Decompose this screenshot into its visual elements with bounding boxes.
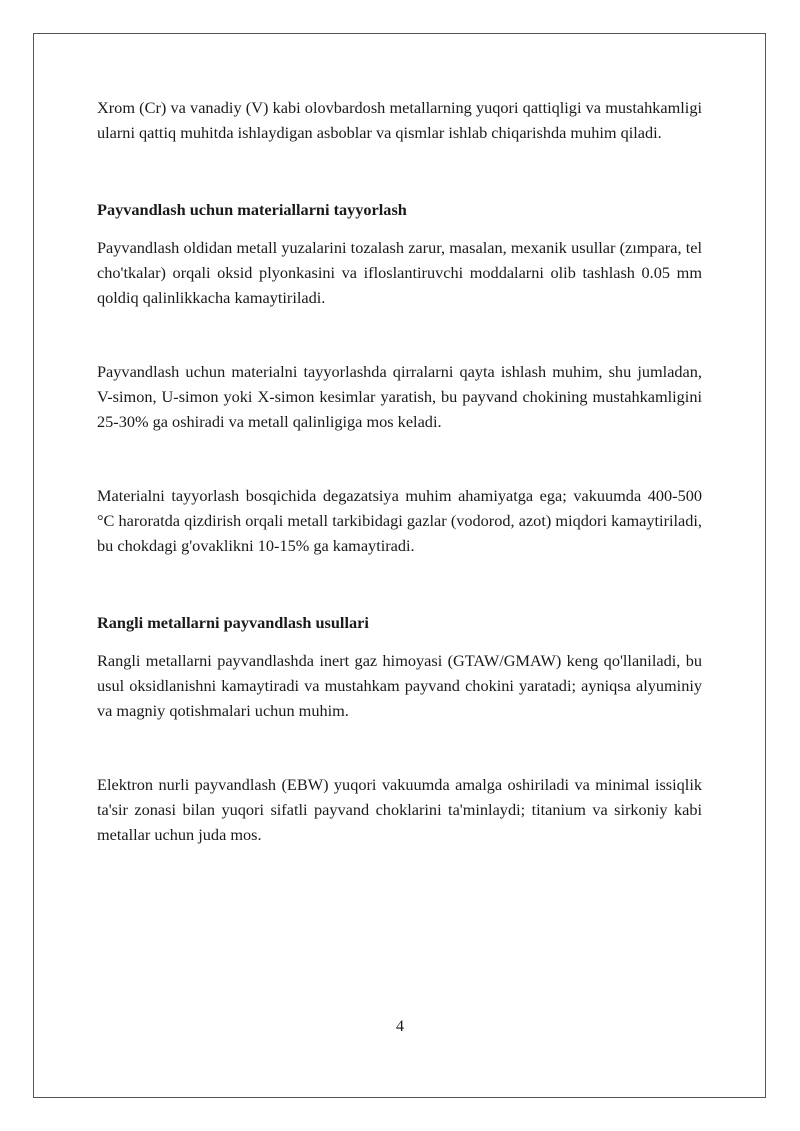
paragraph-electron-beam-welding: Elektron nurli payvandlash (EBW) yuqori vakuumda amalga oshiriladi va minimal issiqlik ta'sir zonasi bilan yuqori sifatli payvand choklarini ta'minlaydi; titanium va sirkoniy kabi metallar uchun juda mos. (97, 775, 702, 844)
section-heading-material-preparation: Payvandlash uchun materiallarni tayyorlash (97, 200, 407, 219)
section-heading-nonferrous-welding: Rangli metallarni payvandlash usullari (97, 613, 369, 632)
paragraph-degassing: Materialni tayyorlash bosqichida degazatsiya muhim ahamiyatga ega; vakuumda 400-500 °C haroratda qizdirish orqali metall tarkibidagi gazlar (vodorod, azot) miqdori kamaytiriladi, bu chokdagi g'ovaklikni 10-15% ga kamaytiradi. (97, 486, 702, 555)
document-body (97, 95, 702, 847)
paragraph-surface-cleaning: Payvandlash oldidan metall yuzalarini tozalash zarur, masalan, mexanik usullar (zımpara, tel cho'tkalar) orqali oksid plyonkasini va ifloslantiruvchi moddalarni olib tashlash 0.05 mm qoldiq qalinlikkacha kamaytiriladi. (97, 238, 702, 307)
paragraph-inert-gas-welding: Rangli metallarni payvandlashda inert gaz himoyasi (GTAW/GMAW) keng qo'llaniladi, bu usul oksidlanishni kamaytiradi va mustahkam payvand chokini yaratadi; ayniqsa alyuminiy va magniy qotishmalari uchun muhim. (97, 651, 702, 720)
paragraph-edge-preparation: Payvandlash uchun materialni tayyorlashda qirralarni qayta ishlash muhim, shu jumladan, V-simon, U-simon yoki X-simon kesimlar yaratish, bu payvand chokining mustahkamligini 25-30% ga oshiradi va metall qalinligiga mos keladi. (97, 362, 702, 431)
paragraph-refractory-metals: Xrom (Cr) va vanadiy (V) kabi olovbardosh metallarning yuqori qattiqligi va mustahkamligi ularni qattiq muhitda ishlaydigan asboblar va qismlar ishlab chiqarishda muhim qiladi. (97, 98, 702, 142)
page-number: 4 (395, 1016, 405, 1035)
